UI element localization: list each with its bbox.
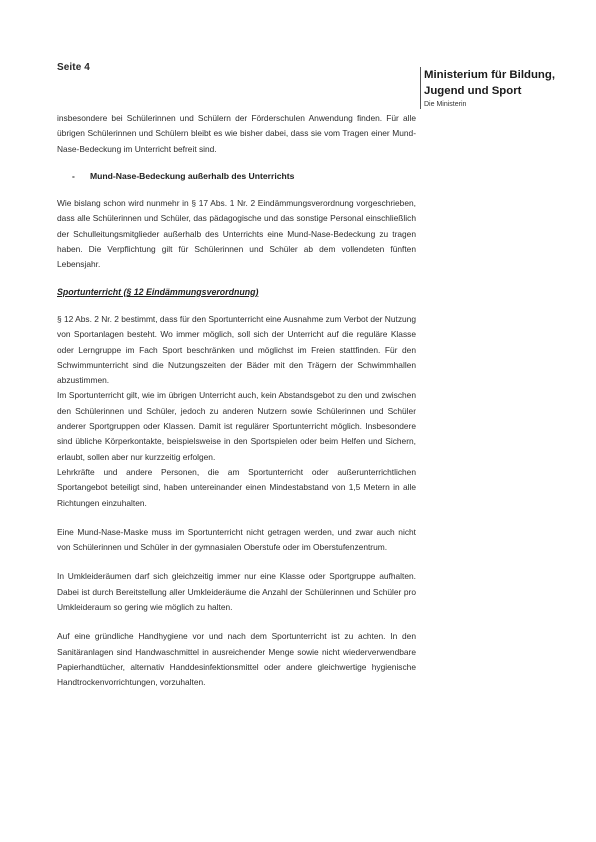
paragraph-mask-outside-class: Wie bislang schon wird nunmehr in § 17 Abs. 1 Nr. 2 Eindämmungsverordnung vorgeschrieben, dass alle Schülerinnen und Schüler, das pädagogische und das sonstige Personal einschließlich der Schulleitungsmitglieder außerhalb des Unterrichts eine Mund-Nase-Bedeckung zu tragen haben. Die Verpflichtung gilt für Schülerinnen und Schüler ab dem vollendeten fünften Lebensjahr. bbox=[57, 198, 416, 270]
paragraph-continuation: insbesondere bei Schülerinnen und Schülern der Förderschulen Anwendung finden. Für alle übrigen Schülerinnen und Schülern bleibt es wie bisher dabei, dass sie vom Tragen einer Mund-Nase-Bedeckung im Unterricht befreit sind. bbox=[57, 113, 416, 154]
ministry-role: Die Ministerin bbox=[424, 101, 467, 108]
paragraph-staff-distance: Lehrkräfte und andere Personen, die am Sportunterricht oder außerunterrichtlichen Sportangebot beteiligt sind, haben untereinander einen Mindestabstand von 1,5 Metern in alle Richtungen einzuhalten. bbox=[57, 466, 416, 508]
ministry-letterhead bbox=[420, 67, 574, 109]
page-number: Seite 4 bbox=[57, 62, 90, 73]
paragraph-hand-hygiene: Auf eine gründliche Handhygiene vor und nach dem Sportunterricht ist zu achten. In den Sanitäranlagen sind Handwaschmittel in ausreichender Menge sowie nicht wiederverwendbare Papierhandtücher, alternativ Handdesinfektionsmittel oder andere gleichwertige hygienische Handtrockenvorrichtungen, vorzuhalten. bbox=[57, 631, 416, 688]
bullet-heading-text: Mund-Nase-Bedeckung außerhalb des Unterrichts bbox=[90, 170, 295, 181]
paragraph-sport-distance: Im Sportunterricht gilt, wie im übrigen Unterricht auch, kein Abstandsgebot zu den und zwischen den Schülerinnen und Schüler, jedoch zu anderen Nutzern sowie Schülerinnen und Schüler anderer Sportgruppen oder Klassen. Damit ist regulärer Sportunterricht möglich. Insbesondere sind übliche Körperkontakte, beispielsweise in den Sportspielen oder beim Helfen und Sichern, erlaubt, sollen aber nur kurzzeitig erfolgen. bbox=[57, 390, 416, 462]
document-body bbox=[57, 111, 416, 691]
bullet-dash: - bbox=[72, 170, 75, 181]
bullet-heading bbox=[57, 169, 416, 184]
ministry-name-line2: Jugend und Sport bbox=[424, 85, 522, 97]
paragraph-no-mask-in-sport: Eine Mund-Nase-Maske muss im Sportunterricht nicht getragen werden, und zwar auch nicht von Schülerinnen und Schüler in der gymnasialen Oberstufe oder im Oberstufenzentrum. bbox=[57, 526, 416, 553]
paragraph-changing-rooms: In Umkleideräumen darf sich gleichzeitig immer nur eine Klasse oder Sportgruppe aufhalten. Dabei ist durch Bereitstellung aller Umkleideräume die Anzahl der Schülerinnen und Schüler pro Umkleideraum so gering wie möglich zu halten. bbox=[57, 571, 416, 613]
paragraph-sport-exception: § 12 Abs. 2 Nr. 2 bestimmt, dass für den Sportunterricht eine Ausnahme zum Verbot der Nutzung von Sportanlagen besteht. Wo immer möglich, soll sich der Unterricht auf die reguläre Klasse oder Lerngruppe im Fach Sport beschränken und möglichst im Freien stattfinden. Für den Schwimmunterricht sind die Nutzungszeiten der Bäder mit den Trägern der Schwimmhallen abzustimmen. bbox=[57, 313, 416, 386]
ministry-name-line1: Ministerium für Bildung, bbox=[424, 69, 555, 81]
section-heading-sportunterricht: Sportunterricht (§ 12 Eindämmungsverordnung) bbox=[57, 286, 259, 297]
